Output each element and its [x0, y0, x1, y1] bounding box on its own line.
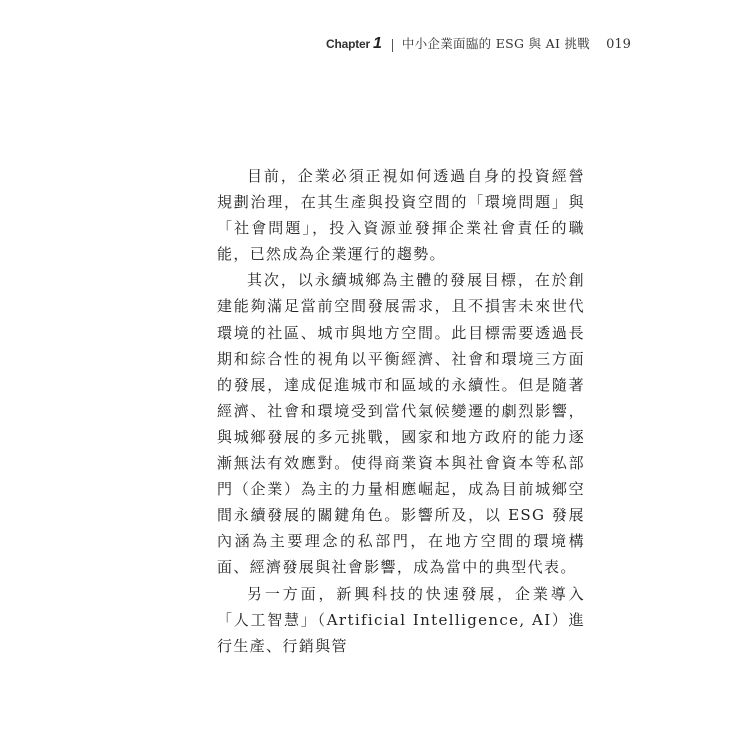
header-divider [392, 39, 393, 52]
chapter-label: Chapter [326, 37, 370, 51]
paragraph: 另一方面，新興科技的快速發展，企業導入「人工智慧」（Artificial Intelligence, AI）進行生產、行銷與管 [217, 584, 585, 655]
page-number: 019 [606, 37, 631, 52]
chapter-number: 1 [372, 35, 382, 52]
chapter-title: 中小企業面臨的 ESG 與 AI 挑戰 [401, 36, 591, 51]
body-text [217, 163, 585, 659]
paragraph: 目前，企業必須正視如何透過自身的投資經營規劃治理，在其生產與投資空間的「環境問題」與「社會問題」，投入資源並發揮企業社會責任的職能，已然成為企業運行的趨勢。 [217, 167, 585, 264]
paragraph: 其次，以永續城鄉為主體的發展目標，在於創建能夠滿足當前空間發展需求，且不損害未來世代環境的社區、城市與地方空間。此目標需要透過長期和綜合性的視角以平衡經濟、社會和環境三方面的發展，達成促進城市和區域的永續性。但是隨著經濟、社會和環境受到當代氣候變遷的劇烈影響，與城鄉發展的多元挑戰，國家和地方政府的能力逐漸無法有效應對。使得商業資本與社會資本等私部門（企業）為主的力量相應崛起，成為目前城鄉空間永續發展的關鍵角色。影響所及，以 ESG 發展內涵為主要理念的私部門，在地方空間的環境構面、經濟發展與社會影響，成為當中的典型代表。 [217, 271, 585, 577]
running-header [326, 34, 631, 56]
